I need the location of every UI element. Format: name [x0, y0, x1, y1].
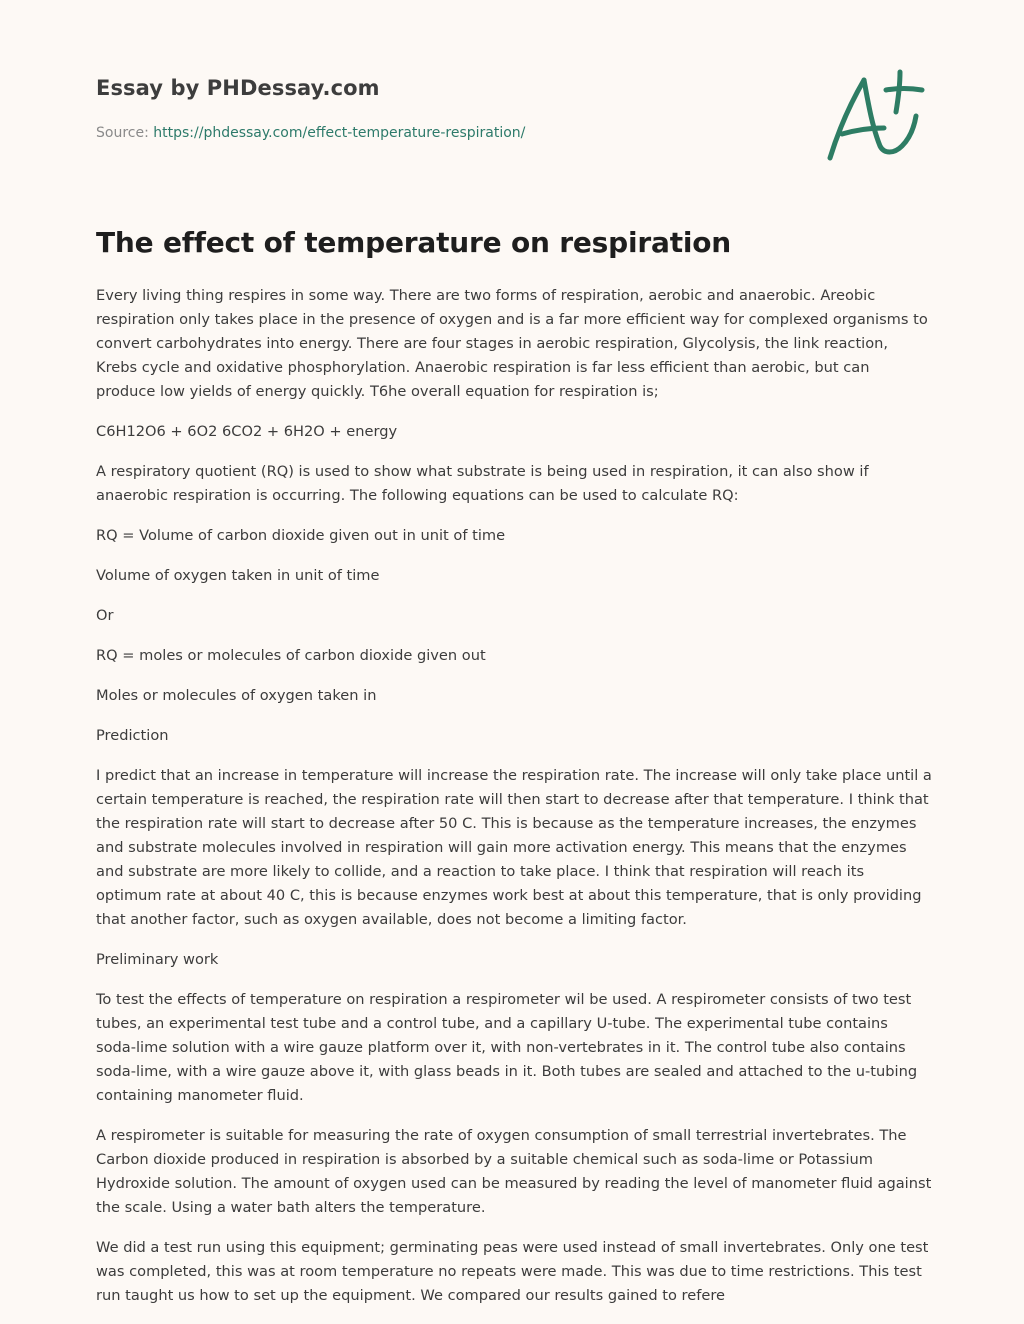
paragraph: A respiratory quotient (RQ) is used to show what substrate is being used in respiration, it can also show if anaerobic respiration is occurring. The following equations can be used to calculate RQ: [96, 463, 869, 504]
paragraph: Volume of oxygen taken in unit of time [96, 567, 380, 584]
article-body [96, 284, 932, 1324]
source-label: Source: [96, 125, 154, 141]
section-heading: Prediction [96, 727, 169, 744]
source-line [96, 125, 525, 141]
paragraph: Every living thing respires in some way. There are two forms of respiration, aerobic and anaerobic. Areobic respiration only takes place in the presence of oxygen and is a far more efficient way for complexed organisms to convert carbohydrates into energy. There are four stages in aerobic respiration, Glycolysis, the link reaction, Krebs cycle and oxidative phosphorylation. Anaerobic respiration is far less efficient than aerobic, but can produce low yields of energy quickly. T6he overall equation for respiration is; [96, 287, 928, 400]
article-title: The effect of temperature on respiration [96, 226, 732, 259]
paragraph: C6H12O6 + 6O2 6CO2 + 6H2O + energy [96, 423, 398, 440]
paragraph: A respirometer is suitable for measuring the rate of oxygen consumption of small terrestrial invertebrates. The Carbon dioxide produced in respiration is absorbed by a suitable chemical such as soda-lime or Potassium Hydroxide solution. The amount of oxygen used can be measured by reading the level of manometer fluid against the scale. Using a water bath alters the temperature. [96, 1127, 932, 1216]
paragraph: We did a test run using this equipment; germinating peas were used instead of small invertebrates. Only one test was completed, this was at room temperature no repeats were made. This was due to time restrictions. This test run taught us how to set up the equipment. We compared our results gained to refere [96, 1239, 929, 1304]
a-plus-logo-icon [824, 68, 928, 164]
section-heading: Preliminary work [96, 951, 219, 968]
paragraph: Or [96, 607, 114, 624]
site-brand: Essay by PHDessay.com [96, 76, 380, 100]
paragraph: I predict that an increase in temperature will increase the respiration rate. The increase will only take place until a certain temperature is reached, the respiration rate will then start to decrease after that temperature. I think that the respiration rate will start to decrease after 50 C. This is because as the temperature increases, the enzymes and substrate molecules involved in respiration will gain more activation energy. This means that the enzymes and substrate are more likely to collide, and a reaction to take place. I think that respiration will reach its optimum rate at about 40 C, this is because enzymes work best at about this temperature, that is only providing that another factor, such as oxygen available, does not become a limiting factor. [96, 767, 932, 928]
source-link[interactable]: https://phdessay.com/effect-temperature-respiration/ [153, 125, 526, 141]
paragraph: RQ = moles or molecules of carbon dioxide given out [96, 647, 486, 664]
paragraph: Moles or molecules of oxygen taken in [96, 687, 377, 704]
paragraph: To test the effects of temperature on respiration a respirometer wil be used. A respirometer consists of two test tubes, an experimental test tube and a control tube, and a capillary U-tube. The experimental tube contains soda-lime solution with a wire gauze platform over it, with non-vertebrates in it. The control tube also contains soda-lime, with a wire gauze above it, with glass beads in it. Both tubes are sealed and attached to the u-tubing containing manometer fluid. [96, 991, 918, 1104]
paragraph: RQ = Volume of carbon dioxide given out in unit of time [96, 527, 506, 544]
